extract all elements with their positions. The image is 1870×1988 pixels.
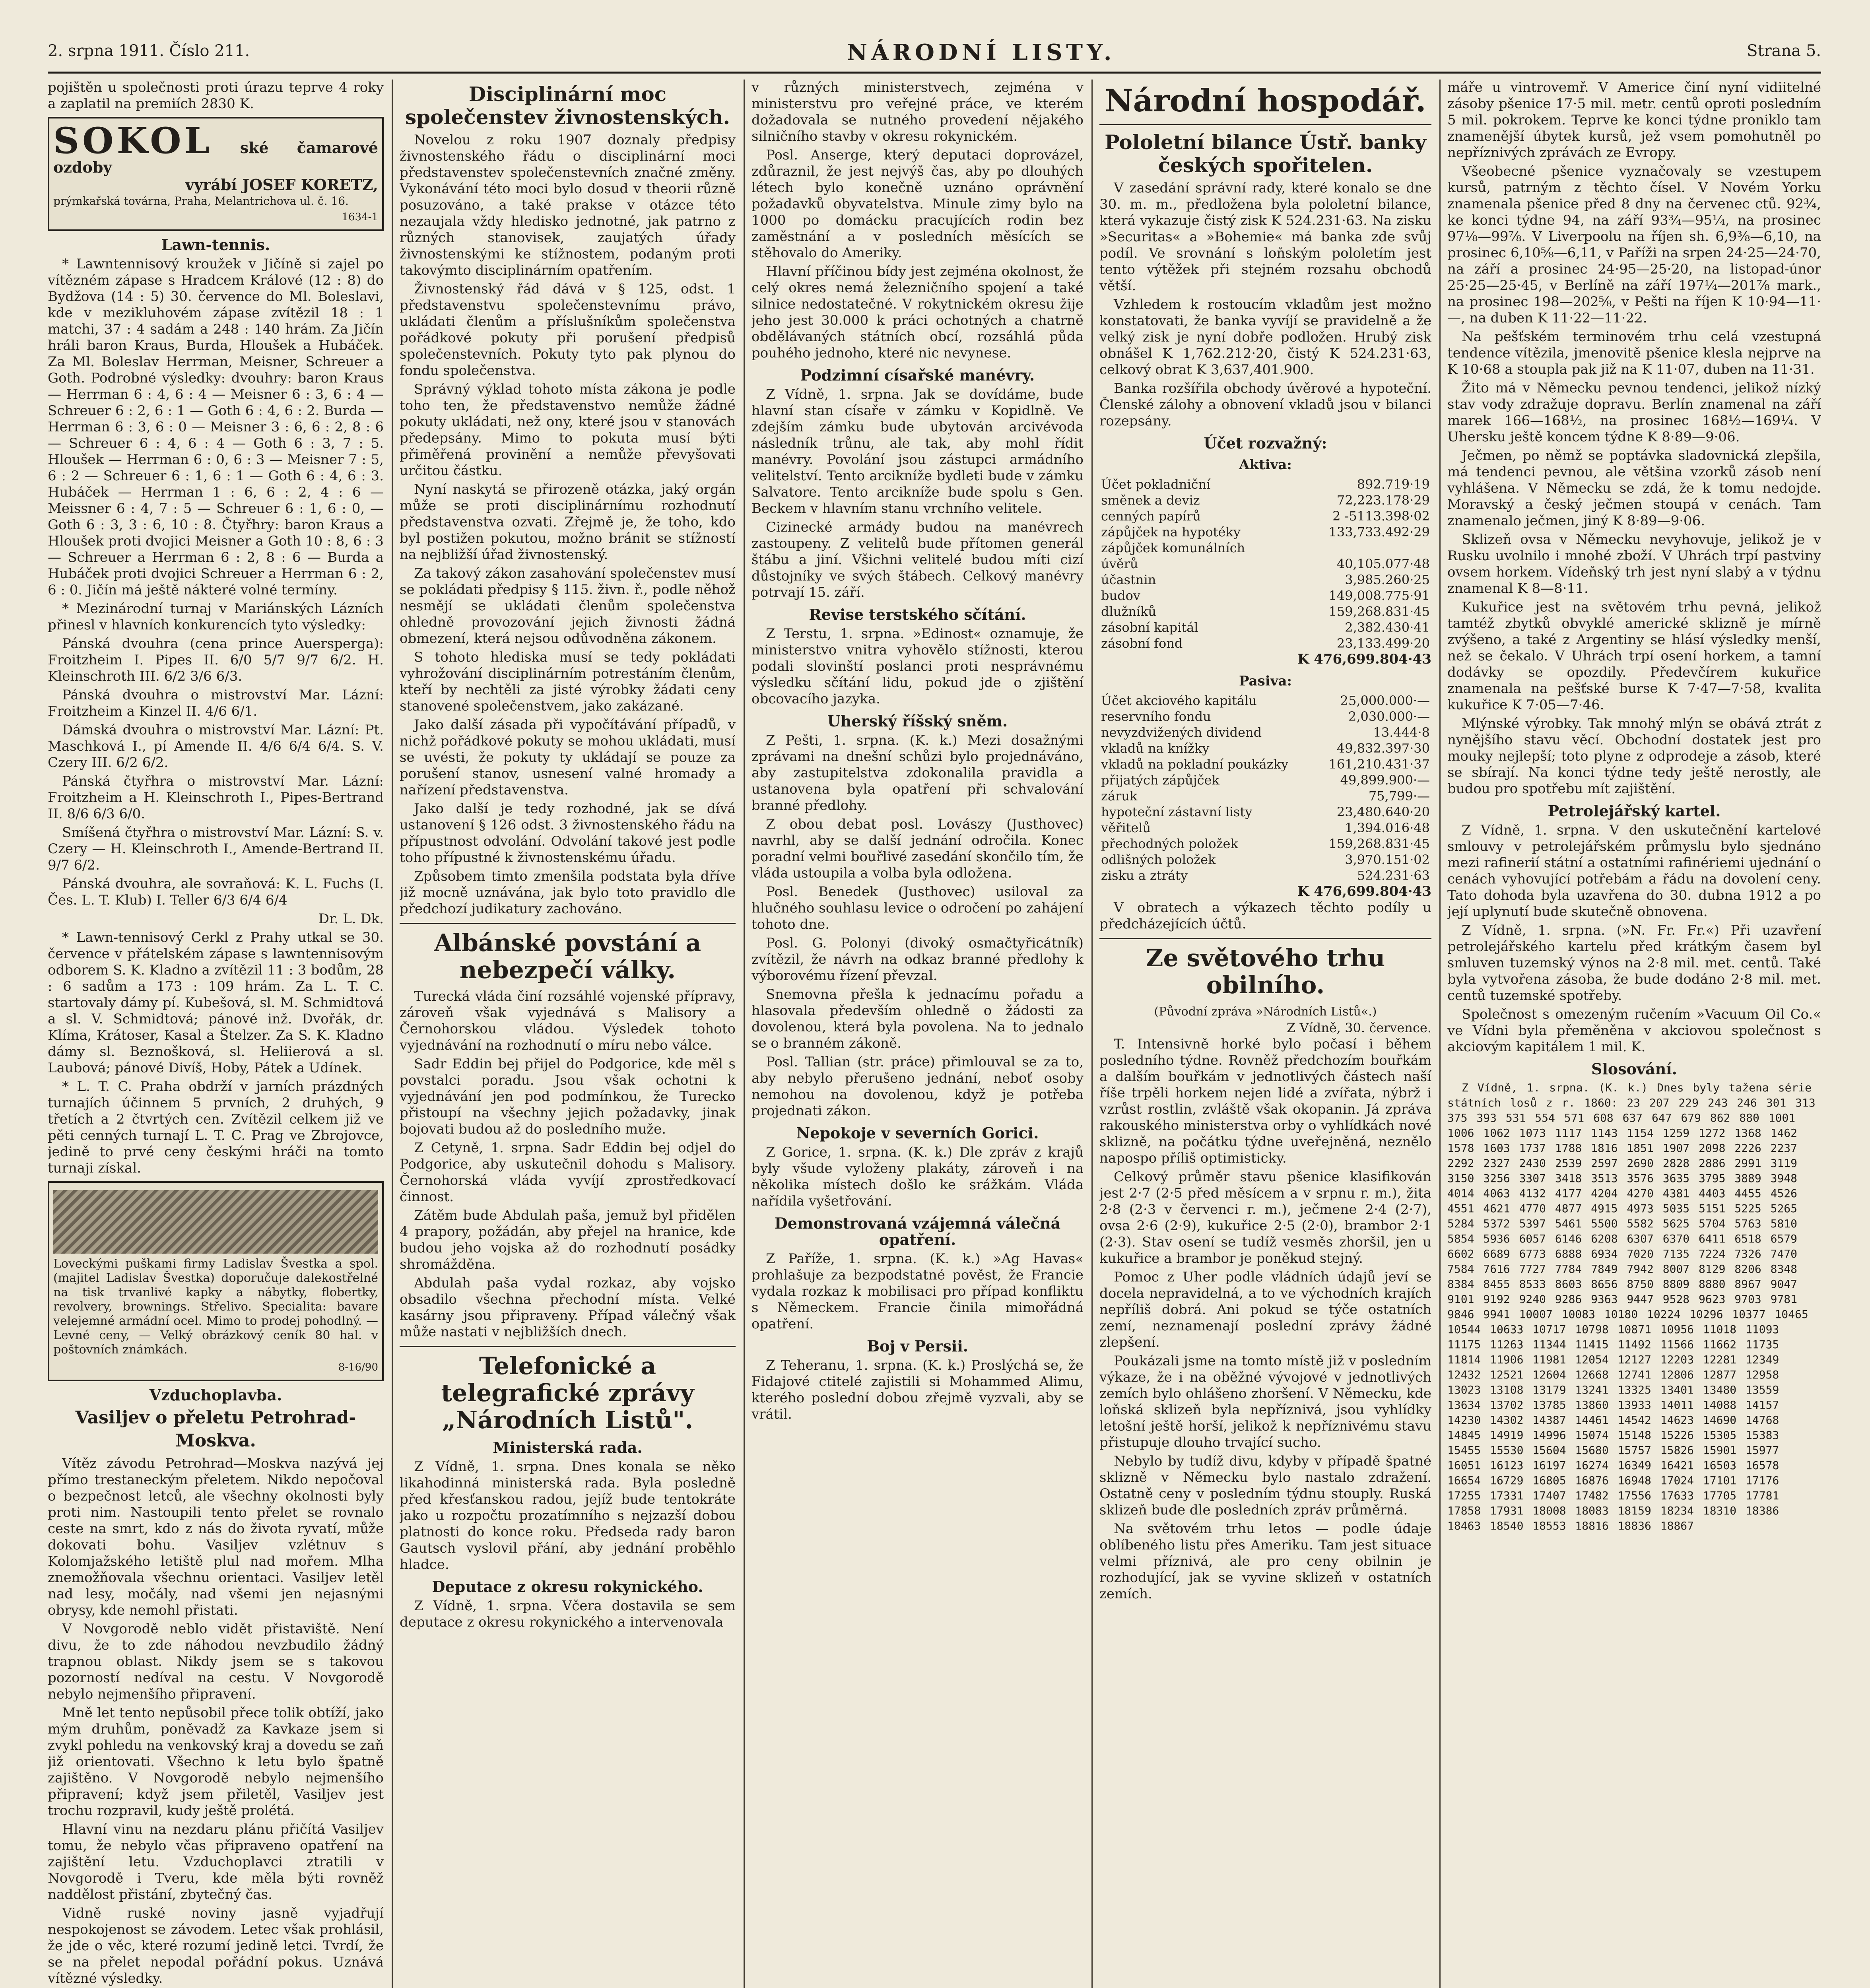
- paragraph: Z Paříže, 1. srpna. (K. k.) »Ag Havas« prohlašuje za bezpodstatné pověst, že Francie vydala rozkaz k mobilisaci pro případ konfliktu s Německem. Francie činila mimořádná opatření.: [751, 1251, 1084, 1332]
- row-value: 13.444·8: [1373, 725, 1430, 740]
- issue-date: 2. srpna 1911. Číslo 211.: [48, 42, 250, 60]
- paragraph: Kukuřice jest na světovém trhu pevná, jelikož tamtéž zbytků obvyklé americké sklizně je mírně zvýšeno, a také z Argentiny se hlásí výsledky menší, než se čekalo. V Uhrách trpí osení horkem, a tamní dodávky se opozdily. Předevčírem kukuřice znamenala na pešťské burse K 7·47—7·58, kvalita kukuřice K 7·05—7·46.: [1447, 599, 1821, 713]
- paragraph: Banka rozšířila obchody úvěrové a hypoteční. Členské zálohy a obnovení vkladů jsou v bilanci rozepsány.: [1099, 381, 1431, 429]
- article-title: Disciplinární moc společenstev živnostenských.: [405, 82, 730, 129]
- paragraph: Na světovém trhu letos — podle údaje oblíbeného listu přes Ameriku. Tam jest situace velmi příznivá, ale pro ceny obilnin je rozhodující, jak se vyvine sklizeň v ostatních zemích.: [1099, 1521, 1431, 1602]
- paragraph: Mně let tento nepůsobil přece tolik obtíží, jako mým druhům, poněvadž za Kavkaze jsem si zvykl pohledu na venkovský kraj a dovedu se zaň již orientovati. Všechno k letu bylo špatně zajištěno. V Novgorodě nebylo nejmenšího připravení; když jsem přiletěl, Vasiljev jest trochu rozpravil, kudy ještě prolétá.: [48, 1705, 384, 1819]
- row-label: Účet pokladniční: [1101, 477, 1211, 492]
- paragraph: Smíšená čtyřhra o mistrovství Mar. Lázní: S. v. Czery — H. Kleinschroth I., Amende-Bertrand II. 9/7 6/2.: [48, 825, 384, 873]
- row-value: 49,832.397·30: [1336, 741, 1430, 756]
- row-label: dlužníků: [1101, 604, 1157, 619]
- paragraph: Hlavní příčinou bídy jest zejména okolnost, že celý okres nemá železničního spojení a také silnice nedostatečné. V rokytnickém okresu žije jeho jest 30.000 k práci ochotných a chatrně obdělávaných státních obcí, rozsáhlá půda pouhého jednoho, které nic nevynese.: [751, 264, 1084, 361]
- table-row: [1099, 492, 1431, 508]
- paragraph: Z Vídně, 1. srpna. Dnes konala se něko likahodinná ministerská rada. Byla posledně před křesťanskou radou, jejíž bude tentokráte jako u rozpočtu prozatímního s nejzazší dobou platnosti do konce roku. Předseda rady baron Gautsch vyslovil přání, aby jednání proběhlo hladce.: [400, 1459, 736, 1573]
- divider: [1099, 938, 1431, 939]
- table-row: [1099, 756, 1431, 772]
- row-value: 23,480.640·20: [1336, 804, 1430, 819]
- paragraph: Z Pešti, 1. srpna. (K. k.) Mezi dosažnými zprávami na dnešní schůzi bylo projednáváno, aby zastupitelstva zdokonalila pravidla a ustanovena byla opatření při schvalování branné předlohy.: [751, 732, 1084, 813]
- signature: Dr. L. Dk.: [318, 911, 384, 927]
- paragraph: Všeobecné pšenice vyznačovaly se vzestupem kursů, patrným z těchto čísel. V Novém Yorku znamenala pšenice před 8 dny na červenec ctů. 92¾, ke konci týdne 94, na září 93¾—95¼, na prosinec 97⅛—99⅞. V Liverpoolu na říjen sh. 6,9⅜—6,10, na prosinec 6,10⅝—6,11, v Paříži na srpen 24·25—24·70, na září a prosinec 24·95—25·20, na listopad-únor 25·25—25·45, v Berlíně na září 197¼—201⅞ mark., na prosinec 198—202⅝, v Pešti na říjen K 10·94—11·—, na duben K 11·22—11·22.: [1447, 163, 1821, 326]
- section-heading: Podzimní císařské manévry.: [800, 366, 1035, 384]
- paragraph: V zasedání správní rady, které konalo se dne 30. m. m., předložena byla pololetní bilance, která vykazuje čistý zisk K 524.231·63. Na zisku »Securitas« a »Bohemie« má banka zde svůj podíl. Ve srovnání s loňským pololetím jest tento výtěžek při stejném rozsahu obchodů větší.: [1099, 180, 1431, 294]
- paragraph: Způsobem timto zmenšila podstata byla dříve již mocně uznávána, jak bylo toto pravidlo dle předchozí judikatury zachováno.: [400, 868, 736, 917]
- paragraph: Posl. G. Polonyi (divoký osmačtyřicátník) zvítězil, že návrh na odkaz branné předlohy k výborovému řízení převzal.: [751, 935, 1084, 984]
- table-row: [1099, 868, 1431, 883]
- row-value: 524.231·63: [1357, 868, 1430, 883]
- paragraph: Hlavní vinu na nezdaru plánu přičítá Vasiljev tomu, že nebylo včas připraveno opatření na zajištění letu. Vzduchoplavci ztratili v Novgorodě i Tveru, kde měla býti rovněž naddělost přistání, zbytečný čas.: [48, 1821, 384, 1903]
- paragraph: Snemovna přešla k jednacímu pořadu a hlasovala především ohledně o žádosti za dovolenou, která byla povolena. Na to jednalo se o branném zákoně.: [751, 986, 1084, 1051]
- section-heading: Ministerská rada.: [493, 1439, 643, 1456]
- article-source: (Původní zpráva »Národních Listů«.): [1154, 1005, 1377, 1019]
- row-value: [1294, 540, 1431, 556]
- ad-code: 8-16/90: [338, 1361, 378, 1373]
- paragraph: Celkový průměr stavu pšenice klasifikován jest 2·7 (2·5 před měsícem a v srpnu r. m.), žita 2·8 (2·3 v červenci r. m.), ječmene 2·4 (2·7), ovsa 2·6 (2·9), kukuřice 2·5 (2·0), brambor 2·1 (2·3). Stav osení se tudíž vesměs zhoršil, jen u kukuřice a brambor je poněkud stejný.: [1099, 1169, 1431, 1266]
- paragraph: Živnostenský řád dává v § 125, odst. 1 představenstvu společenstevnímu právo, ukládati členům a příslušníkům společenstva pořádkové pokuty při porušení předpisů společenstevních. Pokuty tyto pak plynou do fondu společenstva.: [400, 281, 736, 379]
- table-row: [1099, 804, 1431, 820]
- ad-code: 1634-1: [342, 211, 378, 223]
- row-label: zisku a ztráty: [1101, 868, 1188, 883]
- row-label: odlišných položek: [1101, 852, 1216, 867]
- paragraph: Z Vídně, 1. srpna. (»N. Fr. Fr.«) Při uzavření petrolejářského kartelu před krátkým časem byl smluven tuzemský výnos na 2·8 mil. met. centů. Také byla vytvořena zásoba, že bude dodáno 2·8 mil. met. centů tuzemské spotřeby.: [1447, 922, 1821, 1004]
- paragraph: Ječmen, po němž se poptávka sladovnická zlepšila, má tendenci pevnou, ale většina vzorků zásob není vyhlášena. V Německu se zdá, že k tomu nedojde. Moravský a český ječmen stoupá v cenách. Tam znamenalo ječmen, jiný K 8·89—9·06.: [1447, 448, 1821, 529]
- table-row: [1099, 836, 1431, 852]
- article-dateline: Z Vídně, 30. července.: [1287, 1020, 1431, 1035]
- paragraph: Zátěm bude Abdulah paša, jemuž byl přidělen 4 prapory, požádán, aby přejel na hranice, kde budou jeho vojska až do rozhodnutí posádky shromážděna.: [400, 1208, 736, 1272]
- row-value: 2,382.430·41: [1345, 620, 1430, 635]
- row-label: reservního fondu: [1101, 709, 1211, 724]
- paragraph: * Lawntennisový kroužek v Jičíně si zajel po vítězném zápase s Hradcem Králové (12 : 8) do Bydžova (14 : 5) 30. července do Ml. Boleslavi, kde v mezikluhovém zápase zvítězil 18 : 1 matchi, 37 : 4 sadám a 248 : 140 hrám. Za Jičín hráli baron Kraus, Burda, Hloušek a Hubáček. Za Ml. Boleslav Herrman, Meisner, Schreuer a Goth. Podrobné výsledky: dvouhry: baron Kraus — Herrman 6 : 4, 6 : 4 — Meisner 6 : 3, 6 : 4 — Schreuer 6 : 2, 6 : 1 — Goth 6 : 4, 6 : 2. Burda — Herrman 6 : 3, 6 : 0 — Meisner 3 : 6, 6 : 2, 8 : 6 — Schreuer 6 : 4, 6 : 4 — Goth 6 : 3, 7 : 5. Hloušek — Herrman 6 : 0, 6 : 3 — Meisner 7 : 5, 6 : 2 — Schreuer 6 : 1, 6 : 1 — Goth 6 : 4, 6 : 3. Hubáček — Herrman 1 : 6, 6 : 2, 4 : 6 — Meissner 6 : 4, 7 : 5 — Schreuer 6 : 1, 6 : 0, — Goth 6 : 3, 3 : 6, 10 : 8. Čtyřhry: baron Kraus a Hloušek proti dvojici Meisner a Goth 10 : 8, 6 : 3 — Schreuer a Herrman 6 : 2, 8 : 6 — Burda a Hubáček proti dvojici Schreuer a Herrman 6 : 2, 6 : 0. Jičín má ještě nákteré volné termíny.: [48, 256, 384, 598]
- article-title: Ze světového trhu obilního.: [1146, 944, 1385, 999]
- paragraph: Z Terstu, 1. srpna. »Edinost« oznamuje, že ministerstvo vnitra vyhovělo stížnosti, kterou podali slovinští poslanci proti nesprávnému výsledku sčítání lidu, pokud jde o zjištění obcovacího jazyka.: [751, 626, 1084, 707]
- paragraph: Posl. Tallian (str. práce) přimlouval se za to, aby nebylo přerušeno jednání, neboť osoby nemohou na dovolenou, když je potřeba projednati zákon.: [751, 1054, 1084, 1119]
- row-label: zásobní kapitál: [1101, 620, 1198, 635]
- paragraph: Z Vídně, 1. srpna. Jak se dovídáme, bude hlavní stan císaře v zámku v Kopidlně. Ve zdejším zámku bude ubytován arcivévoda následník trůnu, ale tak, aby mohl řídit manévry. Povolání jsou zástupci armádního velitelství. Tento arcikníže bydleti bude v zámku Salvatore. Tento arcikníže bude spolu s Gen. Beckem v hlavním stanu vrchního velitele.: [751, 386, 1084, 516]
- table-row: [1099, 709, 1431, 724]
- article-title: Pololetní bilance Ústř. banky českých spořitelen.: [1105, 130, 1426, 177]
- table-total: K 476,699.804·43: [1297, 883, 1431, 899]
- paragraph: Jako další zásada při vypočítávání případů, v nichž pořádkové pokuty se mohou ukládati, musí se uvésti, že pokuty ty ukládají se pouze za porušení stanov, usnesení valné hromady a nařízení představenstva.: [400, 717, 736, 798]
- column-divider: [392, 80, 393, 1988]
- table-row: [1099, 604, 1431, 619]
- masthead: NÁRODNÍ LISTY.: [847, 39, 1116, 66]
- section-heading: Lawn-tennis.: [161, 236, 270, 254]
- page-number: Strana 5.: [1747, 42, 1821, 60]
- paragraph: V Novgorodě neblo vidět přistaviště. Není divu, že to zde náhodou nevzbudilo žádný trapnou oblast. Nikdy jsem se s takovou pozorností nedíval na cestu. V Novgorodě nebylo nejmenšího připravení.: [48, 1621, 384, 1702]
- row-label: zásobní fond: [1101, 636, 1183, 651]
- table-total: K 476,699.804·43: [1297, 651, 1431, 667]
- paragraph: Abdulah paša vydal rozkaz, aby vojsko obsadilo všechna přechodní místa. Velké kasárny jsou připraveny. Případ válečný však může nastati v nejbližších dnech.: [400, 1275, 736, 1340]
- table-row: [1099, 540, 1431, 556]
- table-row: [1099, 619, 1431, 635]
- row-value: 161,210.431·37: [1328, 757, 1430, 772]
- paragraph: Turecká vláda činí rozsáhlé vojenské přípravy, zároveň však vyjednává s Malisory a Černohorskou vládou. Výsledek tohoto vyjednávání na rozhodnutí o míru nebo válce.: [400, 988, 736, 1053]
- table-row: [1099, 852, 1431, 868]
- section-heading: Boj v Persii.: [867, 1337, 968, 1355]
- table-row: [1099, 572, 1431, 588]
- row-label: vkladů na knížky: [1101, 741, 1210, 756]
- section-heading: Deputace z okresu rokynického.: [432, 1578, 703, 1596]
- row-label: vkladů na pokladní poukázky: [1101, 757, 1289, 772]
- paragraph: Posl. Anserge, který deputaci doprovázel, zdůraznil, že jest nejvýš čas, aby po dlouhých létech bylo konečně uznáno oprávnění požadavků obyvatelstva. Minule zimy bylo na 1000 po domácku pracujících rodin bez zaměstnání a v posledních měsících se stěhovalo do Ameriky.: [751, 147, 1084, 261]
- section-heading: Účet rozvažný:: [1204, 434, 1327, 452]
- paragraph: * Mezinárodní turnaj v Mariánských Lázních přinesl v hlavních konkurencích tyto výsledky:: [48, 601, 384, 633]
- paragraph: Pánská dvouhra, ale sovraňová: K. L. Fuchs (I. Čes. L. T. Klub) I. Teller 6/3 6/4 6/4: [48, 876, 384, 908]
- row-value: 159,268.831·45: [1328, 836, 1430, 851]
- divider: [1099, 124, 1431, 125]
- row-value: 2,030.000·—: [1348, 709, 1430, 724]
- table-heading: Aktiva:: [1239, 457, 1292, 473]
- row-label: nevyzdvižených dividend: [1101, 725, 1262, 740]
- article-title: Vasiljev o přeletu Petrohrad-Moskva.: [75, 1408, 356, 1451]
- table-row: [1099, 588, 1431, 604]
- header-rule: [48, 72, 1821, 74]
- paragraph: Z Gorice, 1. srpna. (K. k.) Dle zpráv z krajů byly všude vyloženy plakáty, zároveň i na několika místech došlo ke srážkám. Vláda nařídila vyšetřování.: [751, 1144, 1084, 1209]
- table-row: [1099, 820, 1431, 836]
- table-row: [1099, 724, 1431, 740]
- section-heading: Demonstrovaná vzájemná válečná opatření.: [774, 1214, 1061, 1248]
- row-label: zápůjček na hypotéky: [1101, 524, 1241, 540]
- row-value: 149,008.775·91: [1328, 588, 1430, 603]
- row-value: 25,000.000·—: [1340, 693, 1430, 708]
- table-row: [1099, 635, 1431, 651]
- paragraph: Společnost s omezeným ručením »Vacuum Oil Co.« ve Vídni byla přeměněna v akciovou společnost s akciovým kapitálem 1 mil. K.: [1447, 1006, 1821, 1055]
- rifle-illustration: [53, 1190, 378, 1254]
- section-title: Národní hospodář.: [1105, 83, 1426, 119]
- paragraph: S tohoto hlediska musí se tedy pokládati vyhrožování disciplinárním potrestáním členům, kteří by nechtěli za jisté výrobky žádati ceny stanovené společenstvem, jako zakázané.: [400, 649, 736, 714]
- paragraph: Správný výklad tohoto místa zákona je podle toho ten, že představenstvo nemůže žádné pokuty ukládati, než ony, které jsou v stanovách předepsány. Mimo to pokuta musí býti přiměřená provinění a nemůže převyšovati určitou částku.: [400, 381, 736, 479]
- column-divider: [744, 80, 745, 1988]
- row-value: 2 -5113.398·02: [1332, 509, 1430, 524]
- row-value: 892.719·19: [1357, 477, 1430, 492]
- divider: [400, 923, 736, 924]
- row-label: budov: [1101, 588, 1140, 603]
- paragraph: * L. T. C. Praha obdrží v jarních prázdných turnajích účinnem 5 prvních, 2 druhých, 9 třetích a 2 čtvrtých cen. Zvítězil celkem již ve pěti cenných turnají L. T. C. Prag ve Zbrojovce, jedině to prvé ceny českými hráči na tomto turnaji získal.: [48, 1079, 384, 1176]
- row-label: přijatých zápůjček: [1101, 773, 1219, 788]
- column-1: [48, 80, 384, 1988]
- row-value: 3,970.151·02: [1345, 852, 1430, 867]
- table-row: [1099, 693, 1431, 709]
- section-heading: Uherský říšský sněm.: [827, 712, 1008, 730]
- table-row: [1099, 556, 1431, 572]
- row-value: 3,985.260·25: [1345, 572, 1430, 587]
- liabilities-table: [1099, 693, 1431, 883]
- row-value: 159,268.831·45: [1328, 604, 1430, 619]
- paragraph: v různých ministerstvech, zejména v ministerstvu pro veřejné práce, ve kterém dožadovala se nutného provedení nějakého silničního stavby v okresu rokynickém.: [751, 80, 1084, 144]
- paragraph: pojištěn u společnosti proti úrazu teprve 4 roky a zaplatil na premiích 2830 K.: [48, 80, 384, 112]
- column-divider: [1439, 80, 1441, 1988]
- row-label: úvěrů: [1101, 556, 1138, 571]
- table-row: [1099, 524, 1431, 540]
- sokol-brand: SOKOL: [53, 120, 213, 162]
- column-3: [751, 80, 1084, 1988]
- paragraph: máře u vintrovemř. V Americe činí nyní vidiitelné zásoby pšenice 17·5 mil. metr. centů oproti posledním 5 mil. pokrokem. Teprve ke konci týdne proniklo tam znamenější úbytek kursů, jež vsem pomohutněl po nepříznivých zprávách ze Evropy.: [1447, 80, 1821, 161]
- paragraph: V obratech a výkazech těchto podíly u předcházejících účtů.: [1099, 900, 1431, 932]
- paragraph: Nebylo by tudíž divu, kdyby v případě špatné sklizně v Německu bylo nastalo zdražení. Ostatně ceny v posledním týdnu stouply. Ruská sklizeň bude dle posledních zpráv průměrná.: [1099, 1453, 1431, 1518]
- table-row: [1099, 740, 1431, 756]
- paragraph: Vzhledem k rostoucím vkladům jest možno konstatovati, že banka vyvíjí se pravidelně a že velký zisk je nyní dobře podložen. Hrubý zisk obnášel K 1,762.212·20, čistý K 524.231·63, celkový obrat K 3,637,401.900.: [1099, 297, 1431, 378]
- row-label: směnek a deviz: [1101, 493, 1200, 508]
- row-label: věřitelů: [1101, 820, 1151, 835]
- column-4: [1099, 80, 1431, 1988]
- paragraph: Z Vídně, 1. srpna. V den uskutečnění kartelové smlouvy v petrolejářském průmyslu bylo sjednáno mezi rafinerií státní a ostatními rafinériemi ujednání o cenách vyhovující potřebám a řádu na dovolení ceny. Tato dohoda byla uzavřena do 30. dubna 1912 a po její uplynutí bude skutečně obnovena.: [1447, 822, 1821, 920]
- paragraph: Za takový zákon zasahování společenstev musí se pokládati předpisy § 115. živn. ř., podle něhož nesmějí se ukládati členům společenstva ohledně provozování jejich živnosti žádná obmezení, která nejsou odůvodněna zákonem.: [400, 565, 736, 646]
- gun-advert: [48, 1181, 384, 1381]
- row-value: 49,899.900·—: [1340, 773, 1430, 788]
- article-title: Telefonické a telegrafické zprávy „Národních Listů".: [441, 1352, 694, 1434]
- row-value: 1,394.016·48: [1345, 820, 1430, 835]
- row-value: 23,133.499·20: [1336, 636, 1430, 651]
- column-2: [400, 80, 736, 1988]
- row-label: přechodných položek: [1101, 836, 1238, 851]
- table-row: [1099, 476, 1431, 492]
- paragraph: Pánská dvouhra (cena prince Auersperga): Froitzheim I. Pipes II. 6/0 5/7 9/7 6/2. H. Kleinschroth III. 6/2 3/6 6/3.: [48, 636, 384, 684]
- row-value: 40,105.077·48: [1336, 556, 1430, 571]
- row-label: cenných papírů: [1101, 509, 1201, 524]
- paragraph: Cizinecké armády budou na manévrech zastoupeny. Z velitelů bude přítomen generál štábu a jiní. Všichni velitelé budou míti cizí důstojníky ve svých štábech. Celkový manévry potrvají 15. září.: [751, 519, 1084, 600]
- row-value: 133,733.492·29: [1328, 524, 1430, 540]
- paragraph: Pomoc z Uher podle vládních údajů jeví se docela nepravidelná, a to ve východních krajích nepříliš dobrá. Ani pokud se týče ostatních zemí, neznamenají poslední zprávy žádné zlepšení.: [1099, 1269, 1431, 1350]
- row-label: zápůjček komunálních: [1101, 540, 1245, 555]
- ad-text: Loveckými puškami firmy Ladislav Švestka a spol. (majitel Ladislav Švestka) doporučuje dalekostřelné na tisk trvanlivé kapky a nábytky, flobertky, revolvery, brownings. Střelivo. Specialita: bavare velejemné armádní ocel. Mimo to prodej pohodlný. — Levné ceny, — Velký obrázkový ceník 80 hal. v poštovních známkách.: [53, 1257, 378, 1357]
- table-heading: Pasiva:: [1239, 673, 1292, 689]
- paragraph: Z Cetyně, 1. srpna. Sadr Eddin bej odjel do Podgorice, aby uskutečnil dohodu s Malisory. Černohorská vláda vyvíjí zprostředkovací činnost.: [400, 1140, 736, 1205]
- table-row: [1099, 772, 1431, 788]
- paragraph: Z Teheranu, 1. srpna. (K. k.) Proslýchá se, že Fidajové ctitelé zajistili si Mohammed Alimu, kterého poslední dobou zřejmě vyzvali, aby se vrátil.: [751, 1357, 1084, 1422]
- paragraph: Pánská dvouhra o mistrovství Mar. Lázní: Froitzheim a Kinzel II. 4/6 6/1.: [48, 687, 384, 719]
- sokol-advert: [48, 117, 384, 231]
- paragraph: Sadr Eddin bej přijel do Podgorice, kde měl s povstalci poradu. Jsou však ochotni k vyjednávání jen pod podmínkou, že Turecko přistoupí na všechny jejich požadavky, jinak bojovati budou až do posledního muže.: [400, 1056, 736, 1137]
- ad-line: ské čamarové ozdoby: [53, 139, 379, 176]
- paragraph: T. Intensivně horké bylo počasí i během posledního týdne. Rovněž předchozím bouřkám a dalším bouřkám v jednotlivých částech naší říše trpěli horkem nejen lidé a zvířata, nýbrž i vzrůst rostlin, zvláště však okopanin. Já zpráva rakouského ministerstva orby o vyhlídkách nové sklizně, na počátku týdne uveřejněná, neznělo napospo příliš optimisticky.: [1099, 1036, 1431, 1166]
- paragraph: Jako další je tedy rozhodné, jak se dívá ustanovení § 126 odst. 3 živnostenského řádu na přípustnost odvolání. Odvolání takové jest podle toho přípustné k živnostenskému úřadu.: [400, 801, 736, 866]
- ad-line: prýmkařská továrna, Praha, Melantrichova ul. č. 16.: [53, 194, 349, 208]
- section-heading: Nepokoje v severních Gorici.: [796, 1124, 1039, 1142]
- paragraph: Nyní naskytá se přirozeně otázka, jaký orgán může se proti disciplinárnímu rozhodnutí představenstva ozvati. Zřejmě je, že toho, kdo byl postižen pokutou, možno bránit se stížností na nejbližší úřad živnostenský.: [400, 481, 736, 563]
- paragraph: Z Vídně, 1. srpna. Včera dostavila se sem deputace z okresu rokynického a intervenovala: [400, 1598, 736, 1630]
- paragraph: Pánská čtyřhra o mistrovství Mar. Lázní: Froitzheim a H. Kleinschroth I., Pipes-Bertrand II. 8/6 6/3 6/0.: [48, 773, 384, 822]
- paragraph: Mlýnské výrobky. Tak mnohý mlýn se obává ztrát z nynějšího stavu věcí. Obchodní dostatek jest pro mouky nejlepší; toto plyne z odprodeje a zásob, které se sbírají. Na konci týdne tedy ještě nerostly, ale budou pro spotřebu mít zajištění.: [1447, 716, 1821, 797]
- section-heading: Petrolejářský kartel.: [1548, 802, 1721, 820]
- section-heading: Slosování.: [1591, 1060, 1677, 1078]
- paragraph: Poukázali jsme na tomto místě již v posledním výkaze, že i na oběžné vývojové v jednotlivých zemích bylo ohlášeno zhoršení. V Německu, kde loňská sklizeň byla nepříznivá, jsou vyhlídky letošní ještě horší, jelikož k nepříznivému stavu přistupuje dlouho trvající sucho.: [1099, 1353, 1431, 1450]
- lottery-numbers: Z Vídně, 1. srpna. (K. k.) Dnes byly tažena série státních losů z r. 1860: 23 207 229 243 246 301 313 375 393 531 554 571 608 637 647 679 862 880 1001 1006 1062 1073 1117 1143 1154 1259 1272 1368 1462 1578 1603 1737 1788 1816 1851 1907 2098 2226 2237 2292 2327 2430 2539 2597 2690 2828 2886 2991 3119 3150 3256 3307 3418 3513 3576 3635 3795 3889 3948 4014 4063 4132 4177 4204 4270 4381 4403 4455 4526 4551 4621 4770 4877 4915 4973 5035 5151 5225 5265 5284 5372 5397 5461 5500 5582 5625 5704 5763 5810 5854 5936 6057 6146 6208 6307 6370 6411 6518 6579 6602 6689 6773 6888 6934 7020 7135 7224 7326 7470 7584 7616 7727 7784 7849 7942 8007 8129 8206 8348 8384 8455 8533 8603 8656 8750 8809 8880 8967 9047 9101 9192 9240 9286 9363 9447 9528 9623 9703 9781 9846 9941 10007 10083 10180 10224 10296 10377 10465 10544 10633 10717 10798 10871 10956 11018 11093 11175 11263 11344 11415 11492 11566 11662 11735 11814 11906 11981 12054 12127 12203 12281 12349 12432 12521 12604 12668 12741 12806 12877 12958 13023 13108 13179 13241 13325 13401 13480 13559 13634 13702 13785 13860 13933 14011 14088 14157 14230 14302 14387 14461 14542 14623 14690 14768 14845 14919 14996 15074 15148 15226 15305 15383 15455 15530 15604 15680 15757 15826 15901 15977 16051 16123 16197 16274 16349 16421 16503 16578 16654 16729 16805 16876 16948 17024 17101 17176 17255 17331 17407 17482 17556 17633 17705 17781 17858 17931 18008 18083 18159 18234 18310 18386 18463 18540 18553 18816 18836 18867: [1447, 1081, 1816, 1532]
- article-title: Albánské povstání a nebezpečí války.: [434, 929, 701, 984]
- divider: [400, 1346, 736, 1347]
- ad-line: vyrábí JOSEF KORETZ,: [185, 176, 378, 194]
- table-row: [1099, 508, 1431, 524]
- paragraph: Z obou debat posl. Lovászy (Justhovec) navrhl, aby se další jednání odročila. Konec poradní velmi bouřlivé zasedání skončilo tím, že vláda ustoupila a volba byla odložena.: [751, 816, 1084, 881]
- paragraph: Dámská dvouhra o mistrovství Mar. Lázní: Pt. Maschková I., pí Amende II. 4/6 6/4 6/4. S. V. Czery III. 6/2 6/2.: [48, 722, 384, 771]
- paragraph: * Lawn-tennisový Cerkl z Prahy utkal se 30. července v přátelském zápase s lawntennisovým odborem S. K. Kladno a zvítězil 11 : 3 bodům, 28 : 6 sadům a 173 : 109 hrám. Za L. T. C. startovaly dámy pí. Kubešová, sl. M. Schmidtová a sl. V. Schmidtová; pánové inž. Dvořák, dr. Klíma, Krátoser, Kasal a Štelzer. Za S. K. Kladno dámy sl. Beznošková, sl. Heliierová a sl. Laubová; pánové Divíš, Hoby, Pátek a Udínek.: [48, 930, 384, 1076]
- column-divider: [1091, 80, 1093, 1988]
- column-5: [1447, 80, 1821, 1988]
- page-header: [48, 39, 1821, 70]
- row-label: účastnin: [1101, 572, 1156, 587]
- row-label: hypoteční zástavní listy: [1101, 804, 1252, 819]
- row-label: Účet akciového kapitálu: [1101, 693, 1257, 708]
- paragraph: Vidně ruské noviny jasně vyjadřují nespokojenost se závodem. Letec však prohlásil, že jde o věc, které rozumí jedině letci. Tvrdí, že se na přelet nepodal pořádní pokus. Uznává vítězné výsledky.: [48, 1905, 384, 1986]
- row-value: 72,223.178·29: [1336, 493, 1430, 508]
- row-value: 75,799·—: [1368, 788, 1430, 804]
- paragraph: Novelou z roku 1907 doznaly předpisy živnostenského řádu o disciplinární moci představenstev společenstevních značné změny. Vykonávání této moci bylo dosud v theorii různě posuzováno, a také prakse v otázce této nezaujala vždy hledisko jednotné, jak patrno z různých stanovisek, zaujatých úřady živnostenskými ke stížnostem, podaným proti takovýmto disciplinárním opatřením.: [400, 132, 736, 278]
- paragraph: Sklizeň ovsa v Německu nevyhovuje, jelikož je v Rusku uvolnilo i mnohé zboží. V Uhrách trpí pastviny ovsem horkem. Vídeňský trh jest nyní slabý a v týdnu znamenal K 8—8·11.: [1447, 532, 1821, 596]
- paragraph: Žito má v Německu pevnou tendenci, jelikož nízký stav vody zdražuje dopravu. Berlín znamenal na září marek 166—168½, na prosinec 168½—169¼. V Uhersku ještě koncem týdne K 8·89—9·06.: [1447, 380, 1821, 445]
- paragraph: Posl. Benedek (Justhovec) usiloval za hlučného souhlasu levice o odročení po zahájení tohoto dne.: [751, 884, 1084, 932]
- row-label: záruk: [1101, 788, 1138, 804]
- assets-table: [1099, 476, 1431, 651]
- section-heading: Revise terstského sčítání.: [809, 606, 1026, 623]
- paragraph: Vítěz závodu Petrohrad—Moskva nazývá jej přímo trestaneckým přeletem. Nikdo nepočoval o bezpečnost letců, ale všechny okolnosti byly proti nim. Nastoupili tento přelet se rovnalo ceste na smrt, kdo z nás do života ryvatí, může dokovati bohu. Vasiljev vzlétnuv s Kolomjažského letiště plul nad mořem. Mlha znemožňovala všechnu orientaci. Vasiljev letěl nad lesy, močály, nad všemi jen nejasnými obrysy, kde nemohl přistati.: [48, 1456, 384, 1618]
- paragraph: Na pešťském terminovém trhu celá vzestupná tendence vítězila, jmenovitě pšenice klesla nejprve na K 10·68 a stoupla pak již na K 11·07, duben na 11·31.: [1447, 329, 1821, 377]
- table-row: [1099, 788, 1431, 804]
- section-heading: Vzduchoplavba.: [149, 1386, 282, 1404]
